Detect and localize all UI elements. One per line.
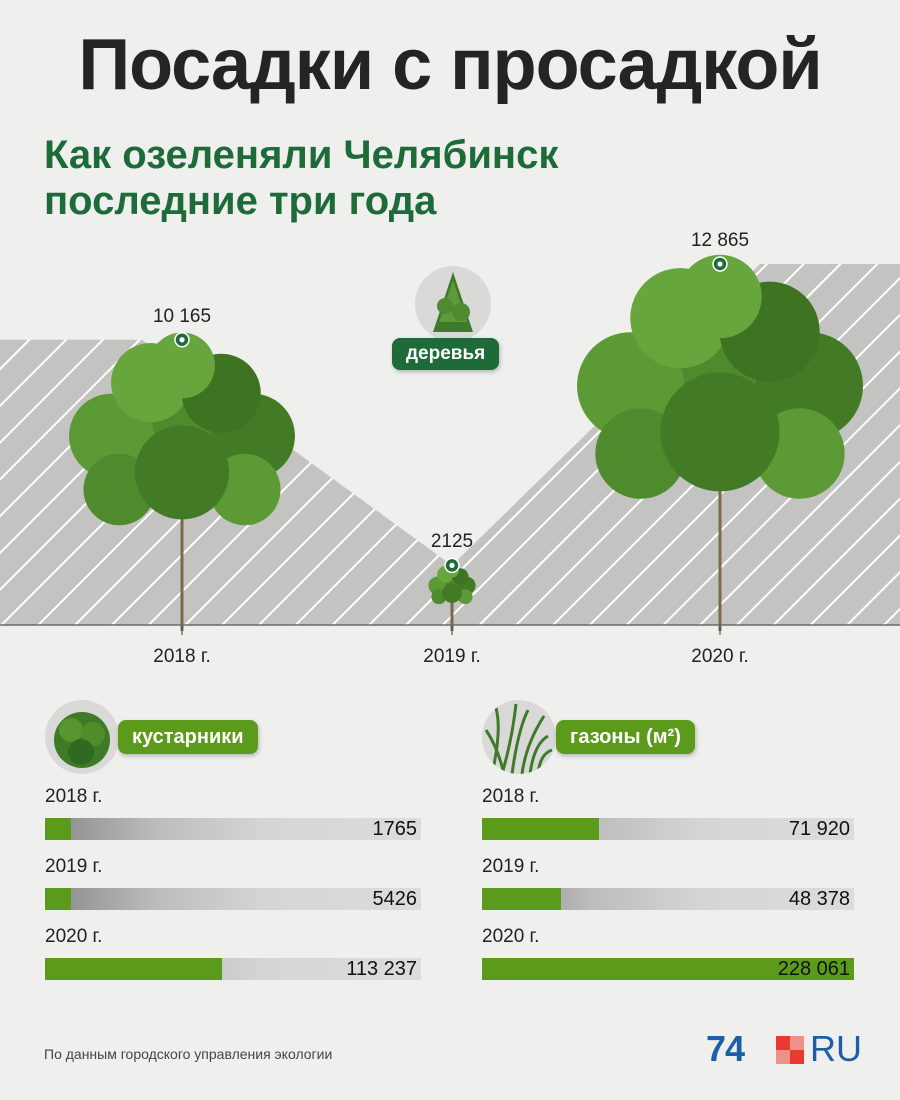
bar-year-label: 2020 г. xyxy=(45,926,103,947)
bar-fill xyxy=(45,958,222,980)
bar-year-label: 2019 г. xyxy=(482,856,540,877)
data-point-2019 г. xyxy=(445,558,459,572)
bar-fill xyxy=(482,818,599,840)
bar-fill xyxy=(45,818,71,840)
bar-value: 228 061 xyxy=(777,958,850,980)
bar-value: 5426 xyxy=(372,888,417,910)
bar-track xyxy=(482,888,854,910)
bar-track xyxy=(482,818,854,840)
bar-value: 1765 xyxy=(372,818,417,840)
bar-track xyxy=(45,888,421,910)
data-point-2020 г. xyxy=(713,257,727,271)
source-footnote: По данным городского управления экологии xyxy=(44,1046,333,1062)
bar-year-label: 2019 г. xyxy=(45,856,103,877)
logo-mark xyxy=(776,1036,804,1064)
data-label: 12 865 xyxy=(690,230,750,251)
data-point-2018 г. xyxy=(175,333,189,347)
bar-value: 113 237 xyxy=(346,958,417,980)
x-tick-label: 2018 г. xyxy=(153,646,211,667)
page-title: Посадки с просадкой xyxy=(78,25,822,105)
bar-fill xyxy=(482,888,561,910)
bar-track xyxy=(482,958,854,980)
bar-fill xyxy=(45,888,71,910)
shrub-icon xyxy=(45,700,119,774)
trees-icon xyxy=(415,266,491,342)
lawns-badge: газоны (м²) xyxy=(556,720,695,754)
data-label: 10 165 xyxy=(152,305,212,327)
bar-track xyxy=(45,958,421,980)
subtitle-line-2: последние три года xyxy=(44,179,437,223)
trees-badge: деревья xyxy=(392,338,499,370)
bar-value: 71 920 xyxy=(788,818,850,840)
bar-year-label: 2020 г. xyxy=(482,926,540,947)
x-tick-label: 2020 г. xyxy=(691,646,749,667)
logo-suffix: RU xyxy=(810,1028,862,1069)
shrubs-badge: кустарники xyxy=(118,720,258,754)
logo-number: 74 xyxy=(706,1028,745,1069)
x-tick-label: 2019 г. xyxy=(423,646,481,667)
bar-value: 48 378 xyxy=(788,888,850,910)
grass-icon xyxy=(482,700,556,774)
subtitle-line-1: Как озеленяли Челябинск xyxy=(44,133,559,177)
bar-year-label: 2018 г. xyxy=(45,786,103,807)
bar-year-label: 2018 г. xyxy=(482,786,540,807)
data-label: 2125 xyxy=(430,531,474,553)
bar-track xyxy=(45,818,421,840)
